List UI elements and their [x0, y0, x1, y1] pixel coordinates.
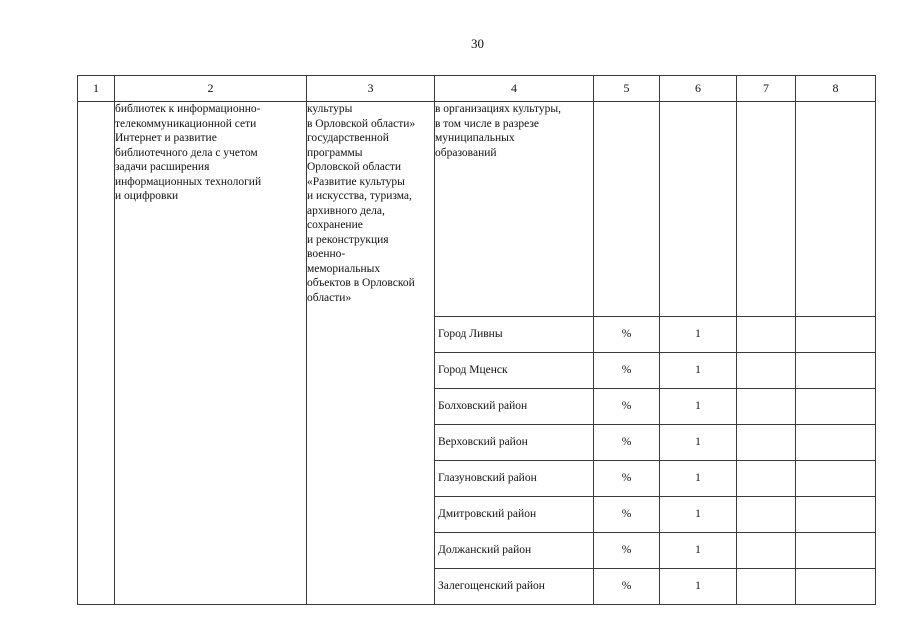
value-cell: 1: [660, 389, 737, 425]
empty-cell: [737, 102, 796, 317]
empty-cell: [796, 317, 876, 353]
column-header-5: 5: [594, 76, 660, 102]
empty-cell: [737, 317, 796, 353]
unit-cell: %: [594, 317, 660, 353]
municipality-name: Залегощенский район: [435, 569, 594, 605]
unit-cell: %: [594, 425, 660, 461]
value-cell: 1: [660, 569, 737, 605]
value-cell: 1: [660, 425, 737, 461]
empty-cell: [737, 569, 796, 605]
column-header-4: 4: [435, 76, 594, 102]
municipality-name: Должанский район: [435, 533, 594, 569]
event-description-cell: библиотек к информационно- телекоммуникационной сети Интернет и развитие библиотечного дела с учетом задачи расширения информационных технологий и оцифровки: [115, 102, 307, 605]
unit-cell: %: [594, 497, 660, 533]
value-cell: [660, 102, 737, 317]
empty-cell: [796, 425, 876, 461]
column-header-7: 7: [737, 76, 796, 102]
municipality-name: Город Ливны: [435, 317, 594, 353]
empty-cell: [796, 102, 876, 317]
indicator-description-cell: в организациях культуры, в том числе в разрезе муниципальных образований: [435, 102, 594, 317]
empty-cell: [737, 533, 796, 569]
column-header-8: 8: [796, 76, 876, 102]
value-cell: 1: [660, 353, 737, 389]
value-cell: 1: [660, 497, 737, 533]
empty-cell: [737, 353, 796, 389]
unit-cell: %: [594, 461, 660, 497]
empty-cell: [796, 353, 876, 389]
unit-cell: %: [594, 353, 660, 389]
unit-cell: [594, 102, 660, 317]
empty-cell: [796, 533, 876, 569]
column-header-2: 2: [115, 76, 307, 102]
empty-cell: [737, 461, 796, 497]
table-header-row: [78, 76, 876, 102]
municipality-name: Болховский район: [435, 389, 594, 425]
empty-cell: [737, 497, 796, 533]
unit-cell: %: [594, 389, 660, 425]
empty-cell: [737, 389, 796, 425]
indicator-table: [77, 75, 876, 605]
value-cell: 1: [660, 317, 737, 353]
value-cell: 1: [660, 533, 737, 569]
table-row: [78, 102, 876, 317]
number-cell: [78, 102, 115, 605]
municipality-name: Город Мценск: [435, 353, 594, 389]
empty-cell: [796, 497, 876, 533]
empty-cell: [737, 425, 796, 461]
empty-cell: [796, 461, 876, 497]
column-header-6: 6: [660, 76, 737, 102]
municipality-name: Глазуновский район: [435, 461, 594, 497]
empty-cell: [796, 569, 876, 605]
page-number: 30: [471, 36, 484, 51]
value-cell: 1: [660, 461, 737, 497]
column-header-1: 1: [78, 76, 115, 102]
municipality-name: Дмитровский район: [435, 497, 594, 533]
unit-cell: %: [594, 533, 660, 569]
empty-cell: [796, 389, 876, 425]
unit-cell: %: [594, 569, 660, 605]
column-header-3: 3: [307, 76, 435, 102]
responsible-program-cell: культуры в Орловской области» государственной программы Орловской области «Развитие культуры и искусства, туризма, архивного дела, сохранение и реконструкция военно- мемориальных объектов в Орловской области»: [307, 102, 435, 605]
municipality-name: Верховский район: [435, 425, 594, 461]
